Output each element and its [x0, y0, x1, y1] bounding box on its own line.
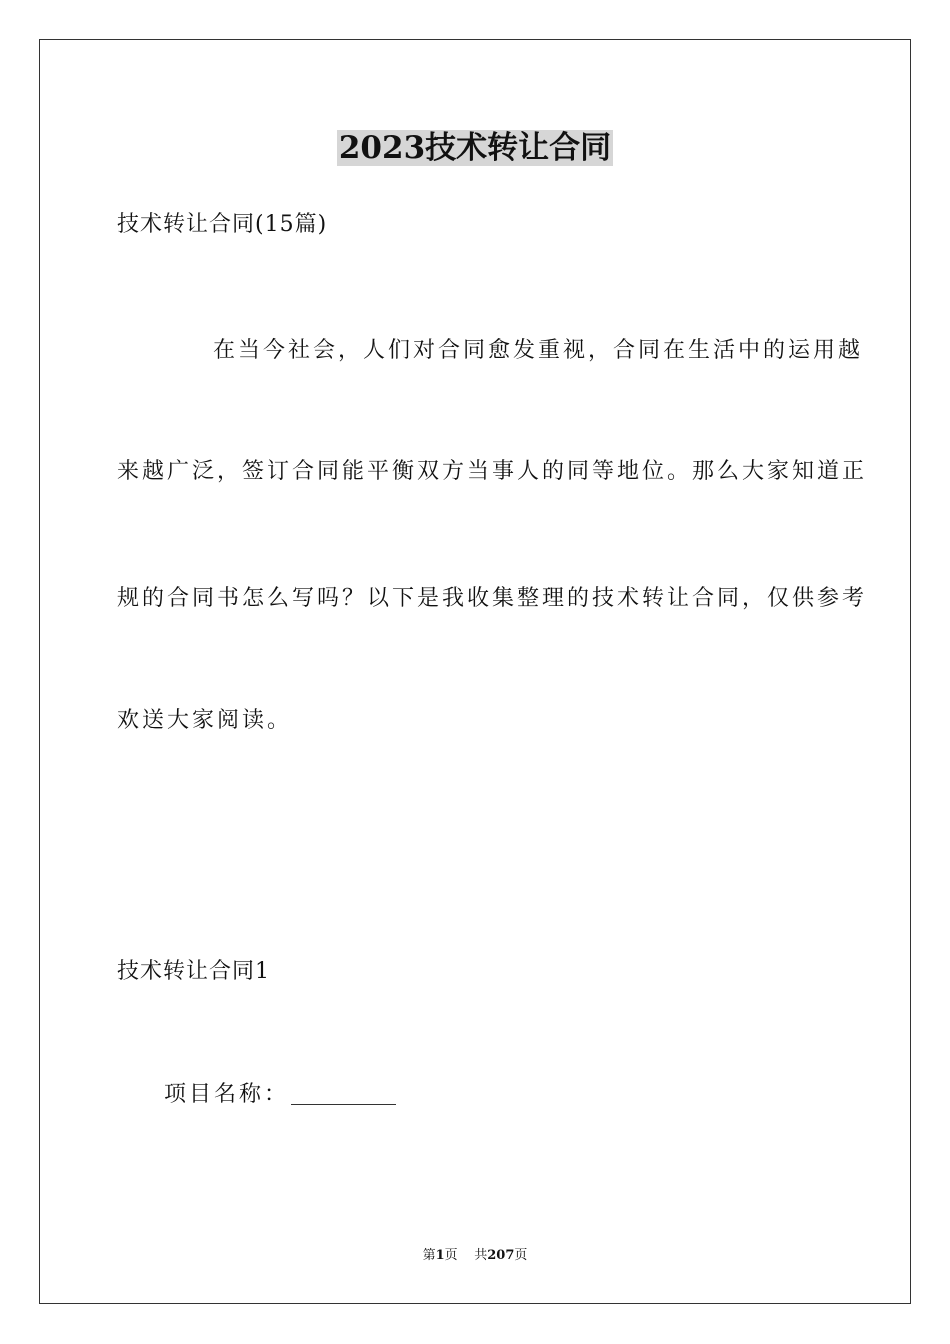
page-footer	[0, 1247, 950, 1265]
intro-line-2: 来越广泛，签订合同能平衡双方当事人的同等地位。那么大家知道正	[117, 459, 868, 484]
footer-page-prefix: 第	[422, 1248, 436, 1263]
project-name-label: 项目名称：	[164, 1082, 290, 1107]
project-name-field	[164, 1080, 396, 1110]
document-subtitle: 技术转让合同(15篇)	[117, 212, 328, 237]
section-heading: 技术转让合同1	[117, 959, 270, 984]
intro-line-3: 规的合同书怎么写吗？以下是我收集整理的技术转让合同，仅供参考	[117, 586, 868, 611]
intro-line-1: 在当今社会，人们对合同愈发重视，合同在生活中的运用越	[213, 338, 864, 363]
footer-total-pages: 207	[487, 1248, 515, 1263]
document-title	[0, 128, 950, 168]
footer-total-suffix: 页	[514, 1248, 528, 1263]
intro-line-4: 欢送大家阅读。	[117, 708, 293, 733]
document-title-text: 2023技术转让合同	[338, 130, 612, 166]
footer-page-number: 1	[435, 1248, 445, 1263]
footer-total-prefix: 共	[474, 1248, 488, 1263]
project-name-blank	[291, 1080, 396, 1105]
footer-page-suffix: 页	[444, 1248, 458, 1263]
